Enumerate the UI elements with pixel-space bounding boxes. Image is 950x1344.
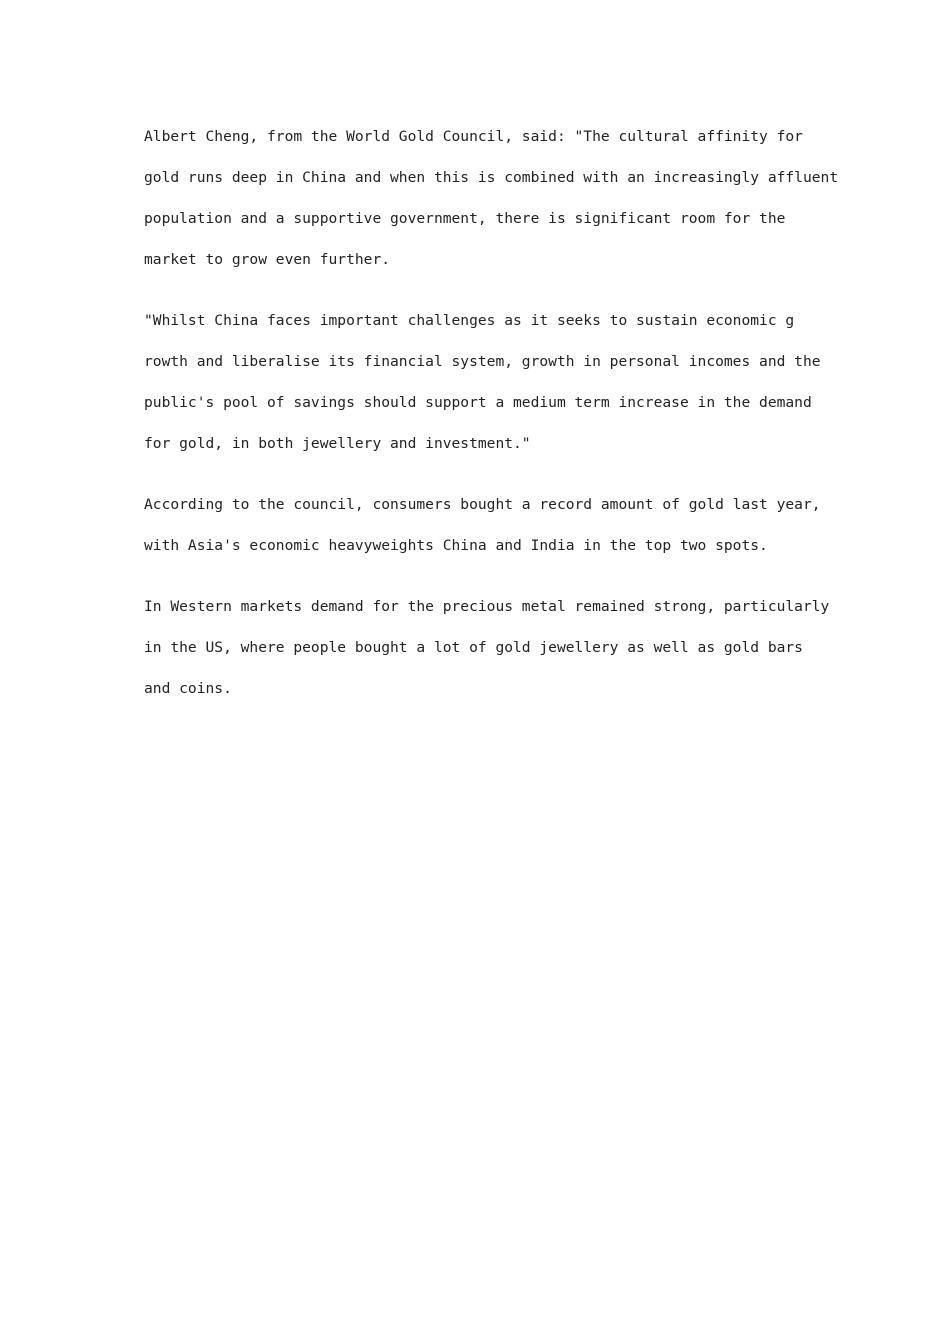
text-line: "Whilst China faces important challenges as it seeks to sustain economic g [144, 312, 795, 329]
paragraph-quote-challenges [144, 300, 824, 464]
paragraph-quote-cheng [144, 116, 839, 280]
text-line: public's pool of savings should support a medium term increase in the demand [144, 394, 812, 411]
paragraph-western-markets [144, 586, 830, 709]
text-line: in the US, where people bought a lot of gold jewellery as well as gold bars [144, 639, 803, 656]
text-line: population and a supportive government, there is significant room for the [144, 210, 786, 227]
document-body [144, 116, 839, 729]
text-line: for gold, in both jewellery and investment." [144, 435, 531, 452]
text-line: gold runs deep in China and when this is combined with an increasingly affluent [144, 169, 839, 186]
paragraph-record-demand [144, 484, 824, 566]
text-line: In Western markets demand for the precious metal remained strong, particularly [144, 598, 830, 615]
text-line: and coins. [144, 680, 232, 697]
text-line: rowth and liberalise its financial system, growth in personal incomes and the [144, 353, 821, 370]
text-line: According to the council, consumers bought a record amount of gold last year, [144, 496, 821, 513]
text-line: market to grow even further. [144, 251, 391, 268]
text-line: with Asia's economic heavyweights China and India in the top two spots. [144, 537, 768, 554]
text-line: Albert Cheng, from the World Gold Council, said: "The cultural affinity for [144, 128, 803, 145]
